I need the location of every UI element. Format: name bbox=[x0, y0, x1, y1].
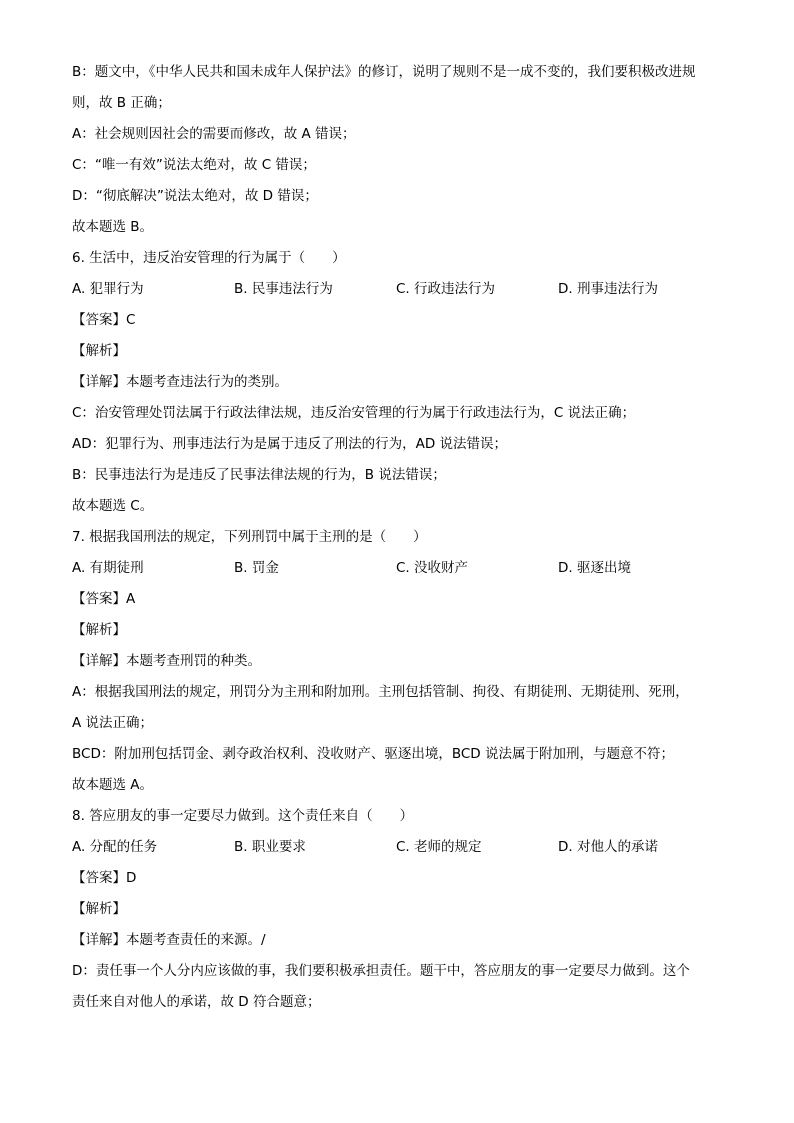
answer-option: B. 职业要求 bbox=[234, 839, 306, 855]
text-line: 【详解】本题考查刑罚的种类。 bbox=[72, 653, 261, 669]
answer-option: D. 对他人的承诺 bbox=[558, 839, 658, 855]
text-line: 【详解】本题考查责任的来源。/ bbox=[72, 932, 266, 948]
text-line: 【解析】 bbox=[72, 343, 126, 359]
text-line: C：“唯一有效”说法太绝对，故 C 错误； bbox=[72, 157, 316, 173]
answer-options bbox=[72, 558, 722, 578]
answer-option: A. 有期徒刑 bbox=[72, 560, 144, 576]
text-line: 【答案】D bbox=[72, 870, 137, 886]
text-line: A：根据我国刑法的规定，刑罚分为主刑和附加刑。主刑包括管制、拘役、有期徒刑、无期徒刑、死刑， bbox=[72, 684, 689, 700]
text-line: 故本题选 C。 bbox=[72, 498, 154, 514]
answer-option: A. 犯罪行为 bbox=[72, 281, 144, 297]
answer-option: A. 分配的任务 bbox=[72, 839, 158, 855]
text-line: 责任来自对他人的承诺，故 D 符合题意； bbox=[72, 994, 321, 1010]
text-line: 【答案】C bbox=[72, 312, 136, 328]
answer-options bbox=[72, 837, 722, 857]
text-line: D：责任事一个人分内应该做的事，我们要积极承担责任。题干中，答应朋友的事一定要尽力做到。这个 bbox=[72, 963, 690, 979]
answer-option: D. 驱逐出境 bbox=[558, 560, 631, 576]
text-line: 【解析】 bbox=[72, 901, 126, 917]
text-line: 【解析】 bbox=[72, 622, 126, 638]
answer-options bbox=[72, 279, 722, 299]
text-line: 故本题选 A。 bbox=[72, 777, 154, 793]
question-stem: 6. 生活中，违反治安管理的行为属于（ ） bbox=[72, 250, 346, 266]
answer-option: C. 没收财产 bbox=[396, 560, 469, 576]
question-stem: 8. 答应朋友的事一定要尽力做到。这个责任来自（ ） bbox=[72, 808, 414, 824]
document-page bbox=[72, 62, 722, 1023]
text-line: D：“彻底解决”说法太绝对，故 D 错误； bbox=[72, 188, 318, 204]
answer-option: B. 罚金 bbox=[234, 560, 279, 576]
text-line: B：题文中，《中华人民共和国未成年人保护法》的修订，说明了规则不是一成不变的，我们要积极改进规 bbox=[72, 64, 696, 80]
answer-option: C. 行政违法行为 bbox=[396, 281, 496, 297]
text-line: A：社会规则因社会的需要而修改，故 A 错误； bbox=[72, 126, 356, 142]
answer-option: D. 刑事违法行为 bbox=[558, 281, 658, 297]
text-line: C：治安管理处罚法属于行政法律法规，违反治安管理的行为属于行政违法行为，C 说法正确； bbox=[72, 405, 636, 421]
text-line: 【答案】A bbox=[72, 591, 136, 607]
answer-option: B. 民事违法行为 bbox=[234, 281, 333, 297]
question-stem: 7. 根据我国刑法的规定，下列刑罚中属于主刑的是（ ） bbox=[72, 529, 427, 545]
text-line: AD：犯罪行为、刑事违法行为是属于违反了刑法的行为，AD 说法错误； bbox=[72, 436, 508, 452]
answer-option: C. 老师的规定 bbox=[396, 839, 482, 855]
text-line: 则，故 B 正确； bbox=[72, 95, 171, 111]
text-line: A 说法正确； bbox=[72, 715, 154, 731]
text-line: BCD：附加刑包括罚金、剥夺政治权利、没收财产、驱逐出境，BCD 说法属于附加刑，与题意不符； bbox=[72, 746, 674, 762]
text-line: 故本题选 B。 bbox=[72, 219, 154, 235]
text-line: B：民事违法行为是违反了民事法律法规的行为，B 说法错误； bbox=[72, 467, 446, 483]
text-line: 【详解】本题考查违法行为的类别。 bbox=[72, 374, 288, 390]
